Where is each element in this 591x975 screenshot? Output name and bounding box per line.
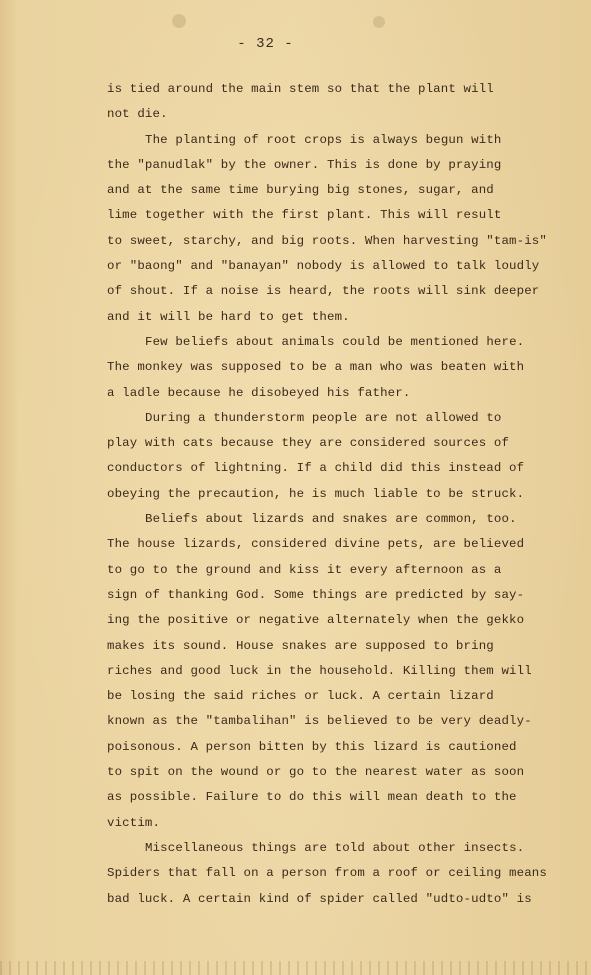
body-text — [107, 77, 577, 912]
text-line: the "panudlak" by the owner. This is done by praying — [107, 157, 502, 172]
text-line: is tied around the main stem so that the plant will — [107, 82, 494, 96]
text-line: The house lizards, considered divine pets, are believed — [107, 537, 525, 552]
text-line: sign of thanking God. Some things are predicted by say- — [107, 587, 525, 602]
paper-stain-right — [373, 16, 385, 28]
text-line: and at the same time burying big stones, sugar, and — [107, 183, 494, 198]
page-number: - 32 - — [237, 36, 294, 52]
text-line: Miscellaneous things are told about other insects. — [145, 840, 525, 855]
text-line: ing the positive or negative alternately when the gekko — [107, 613, 525, 628]
text-line: to spit on the wound or go to the nearest water as soon — [107, 765, 525, 780]
text-line: or "baong" and "banayan" nobody is allowed to talk loudly — [107, 259, 540, 274]
text-line: not die. — [107, 107, 168, 122]
paper-stain-left — [172, 14, 186, 28]
text-line: be losing the said riches or luck. A certain lizard — [107, 689, 494, 704]
text-line: bad luck. A certain kind of spider called "udto-udto" is — [107, 891, 532, 906]
bottom-edge-wear — [0, 961, 591, 975]
text-line: to sweet, starchy, and big roots. When harvesting "tam-is" — [107, 233, 547, 248]
text-line: play with cats because they are considered sources of — [107, 436, 510, 451]
text-line: makes its sound. House snakes are supposed to bring — [107, 638, 494, 653]
text-line: The monkey was supposed to be a man who was beaten with — [107, 360, 525, 375]
text-line: Few beliefs about animals could be mentioned here. — [145, 334, 525, 349]
text-line: known as the "tambalihan" is believed to be very deadly- — [107, 714, 532, 729]
text-line: Beliefs about lizards and snakes are common, too. — [145, 512, 517, 527]
text-line: obeying the precaution, he is much liable to be struck. — [107, 486, 525, 501]
text-line: poisonous. A person bitten by this lizard is cautioned — [107, 739, 517, 754]
text-line: conductors of lightning. If a child did this instead of — [107, 461, 525, 476]
text-line: as possible. Failure to do this will mean death to the — [107, 790, 517, 805]
text-line: During a thunderstorm people are not allowed to — [145, 410, 502, 425]
text-line: to go to the ground and kiss it every afternoon as a — [107, 562, 502, 577]
text-line: victim. — [107, 815, 161, 830]
text-line: riches and good luck in the household. Killing them will — [107, 663, 532, 678]
text-line: Spiders that fall on a person from a roof or ceiling means — [107, 866, 547, 881]
text-line: of shout. If a noise is heard, the roots will sink deeper — [107, 284, 540, 299]
text-line: lime together with the first plant. This will result — [107, 208, 502, 223]
text-line: a ladle because he disobeyed his father. — [107, 385, 411, 400]
text-line: The planting of root crops is always begun with — [145, 132, 502, 147]
text-line: and it will be hard to get them. — [107, 309, 350, 324]
